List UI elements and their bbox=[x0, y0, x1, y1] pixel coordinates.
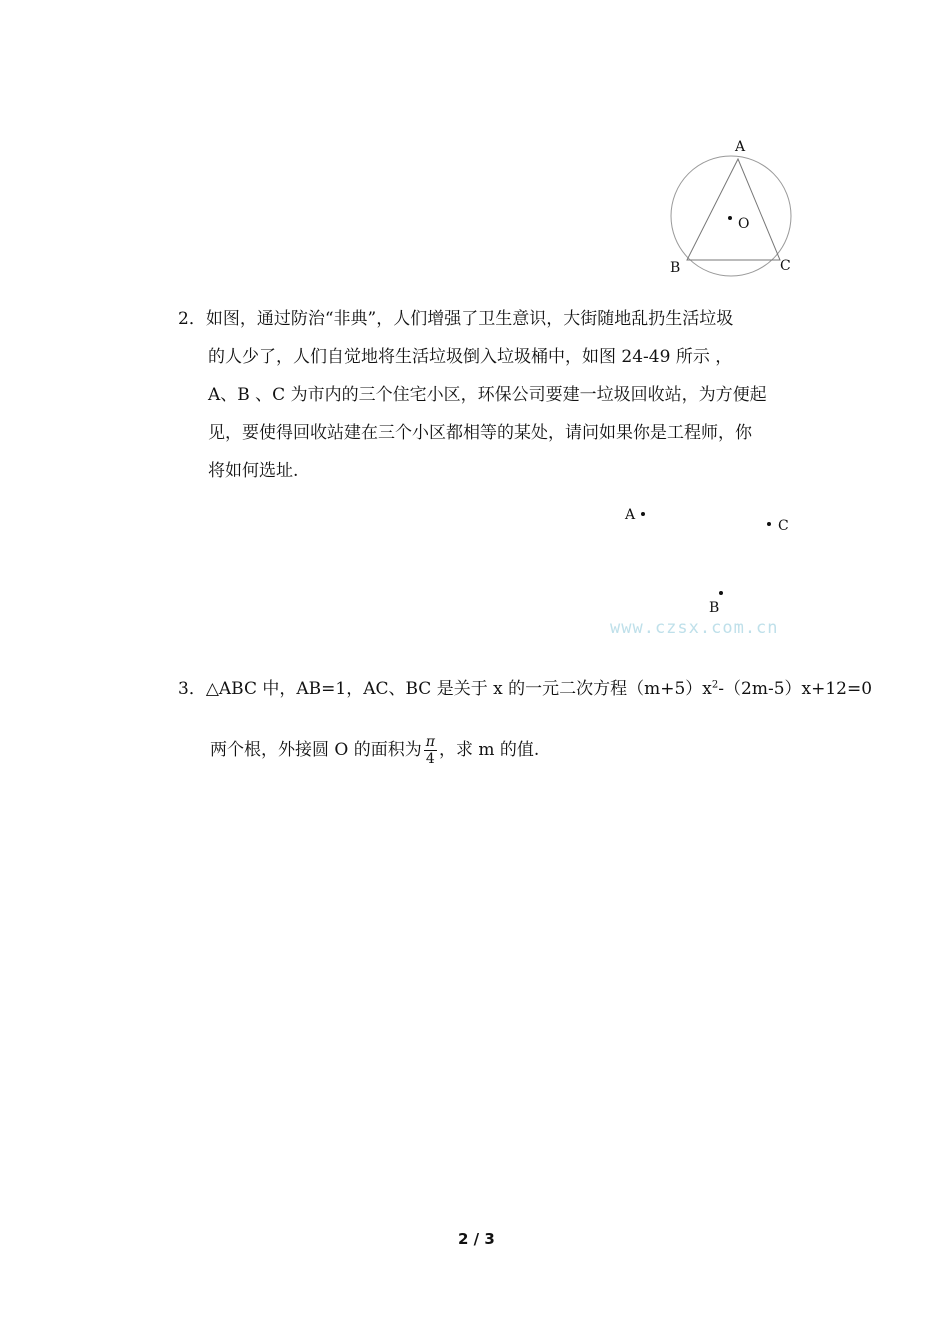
circle-triangle-figure bbox=[660, 150, 800, 280]
q3-line-2-rest: ，求 m 的值. bbox=[438, 740, 540, 760]
q2-line-4: 见，要使得回收站建在三个小区都相等的某处，请问如果你是工程师，你 bbox=[208, 423, 752, 443]
figure2-label-a: A bbox=[625, 507, 636, 523]
fraction-numerator: π bbox=[425, 734, 435, 750]
figure2-point-c bbox=[767, 522, 771, 526]
q3-line-2 bbox=[210, 733, 539, 768]
q2-line-5: 将如何选址. bbox=[208, 461, 299, 481]
figure1-label-o: O bbox=[738, 216, 750, 232]
figure2-point-a bbox=[641, 512, 645, 516]
page-number: 2 / 3 bbox=[458, 1230, 495, 1248]
figure2-label-c: C bbox=[778, 518, 789, 534]
q2-line-3: A、B 、C 为市内的三个住宅小区，环保公司要建一垃圾回收站，为方便起 bbox=[208, 385, 767, 405]
circumcircle bbox=[671, 156, 791, 276]
center-point-o bbox=[728, 216, 732, 220]
q3-line-1-rest: -（2m-5）x+12=0 bbox=[718, 679, 873, 699]
q3-line-1-text: 3．△ABC 中，AB=1，AC、BC 是关于 x 的一元二次方程（m+5）x bbox=[178, 679, 712, 699]
q3-exponent: 2 bbox=[711, 679, 719, 691]
q2-line-1: 2．如图，通过防治“非典”，人们增强了卫生意识，大街随地乱扔生活垃圾 bbox=[178, 309, 734, 329]
triangle-abc bbox=[687, 159, 780, 260]
q2-line-2: 的人少了，人们自觉地将生活垃圾倒入垃圾桶中，如图 24-49 所示 ， bbox=[208, 347, 733, 367]
figure1-label-b: B bbox=[670, 260, 681, 276]
pi-over-four-fraction bbox=[424, 734, 437, 767]
figure2-point-b bbox=[719, 591, 723, 595]
q3-line-1 bbox=[178, 672, 872, 707]
watermark-text: www.czsx.com.cn bbox=[610, 618, 779, 638]
figure1-label-a: A bbox=[735, 139, 746, 155]
fraction-denominator: 4 bbox=[425, 751, 435, 767]
q3-line-2-text: 两个根，外接圆 O 的面积为 bbox=[210, 740, 422, 760]
figure1-label-c: C bbox=[780, 258, 791, 274]
figure2-label-b: B bbox=[709, 600, 720, 616]
